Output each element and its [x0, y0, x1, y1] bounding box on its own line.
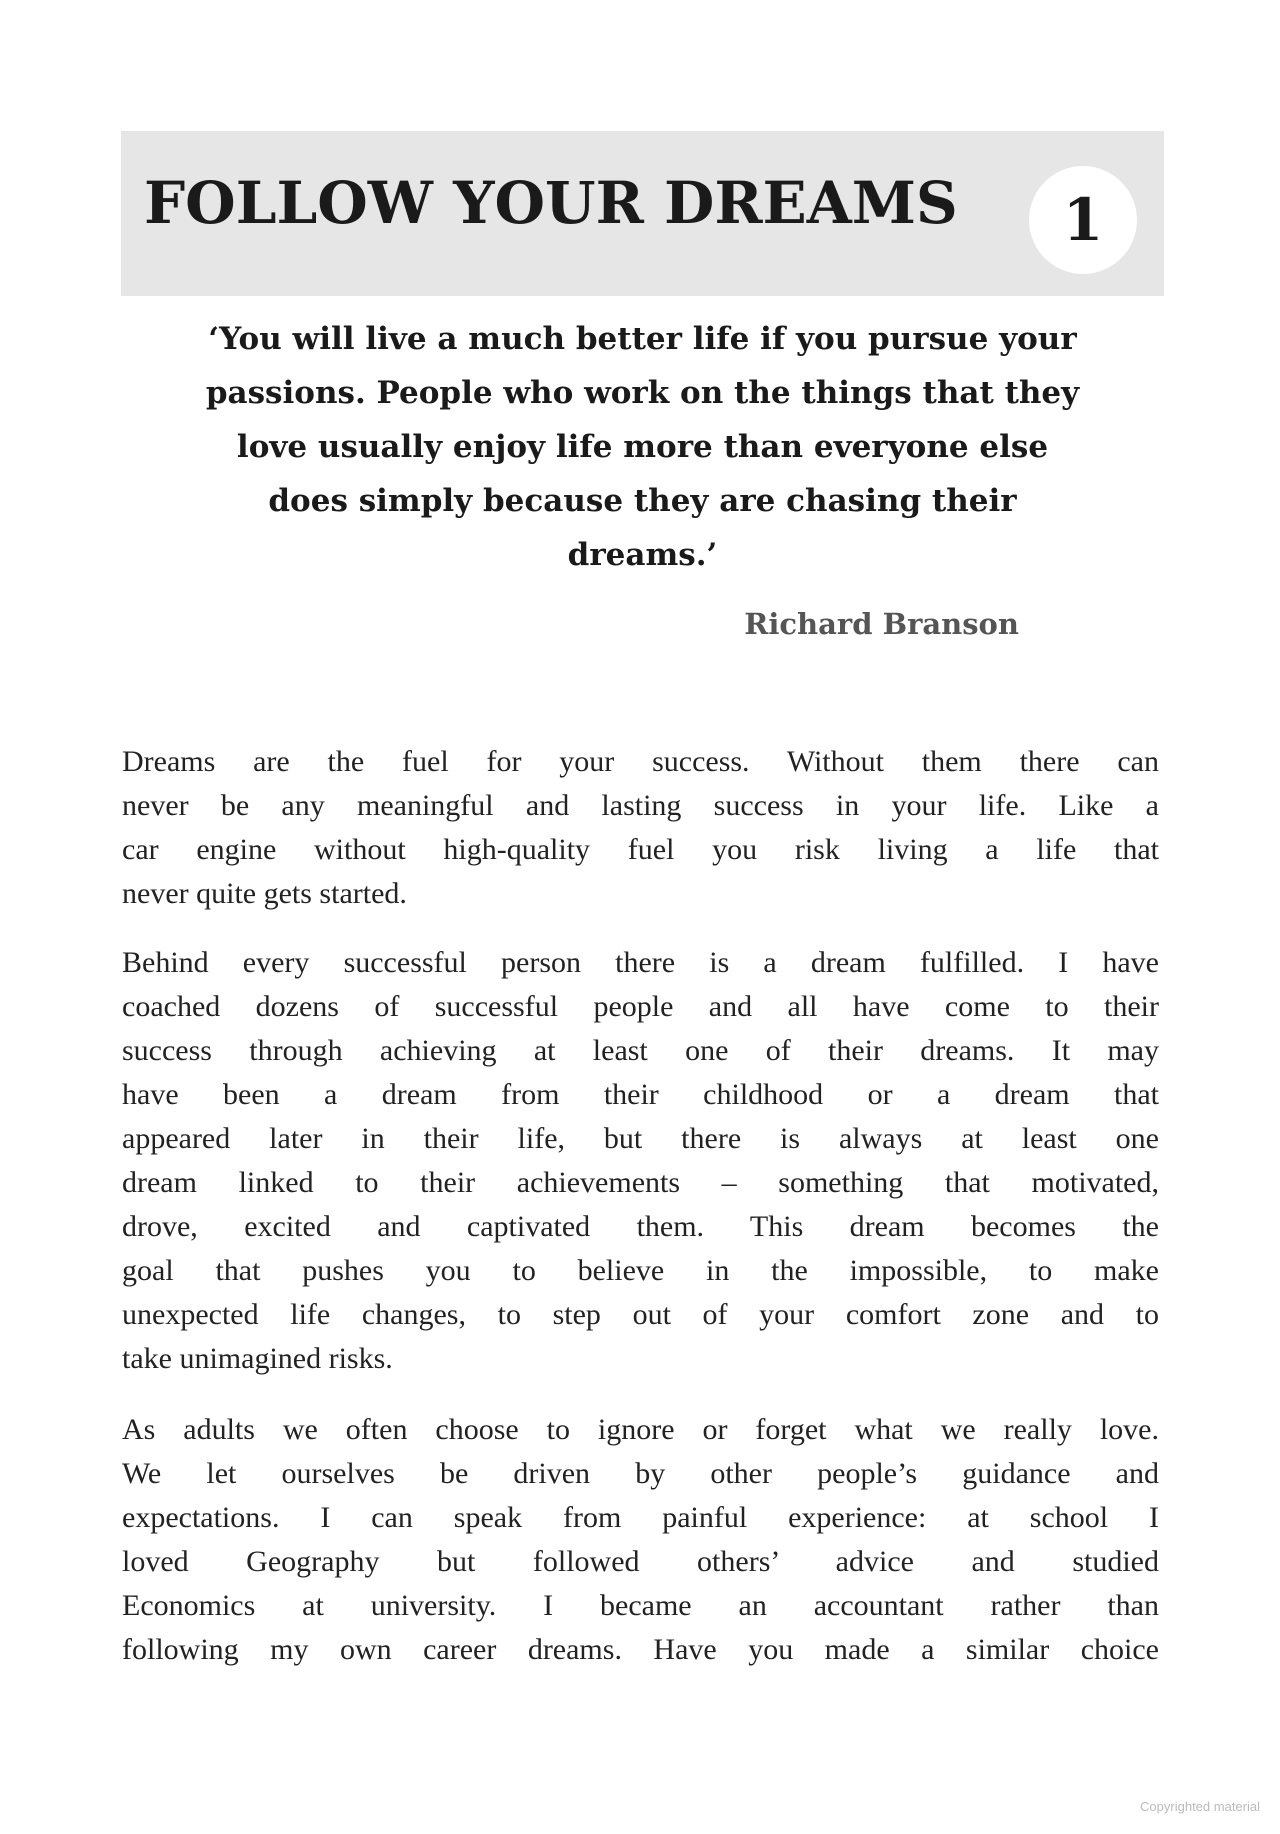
- quote-line: love usually enjoy life more than everyone else: [236, 429, 1049, 465]
- text-line: have been a dream from their childhood or a dream that: [122, 1078, 1159, 1111]
- text-line: appeared later in their life, but there is always at least one: [122, 1122, 1159, 1155]
- quote-line: passions. People who work on the things that they: [205, 375, 1080, 411]
- copyright-notice: Copyrighted material: [1140, 1799, 1260, 1814]
- epigraph-quote: [121, 312, 1164, 582]
- chapter-title: FOLLOW YOUR DREAMS: [144, 169, 958, 237]
- quote-line: does simply because they are chasing their: [268, 483, 1017, 519]
- paragraph-3: [122, 1408, 1159, 1672]
- paragraph-2: [122, 941, 1159, 1381]
- text-line: Behind every successful person there is a dream fulfilled. I have: [122, 946, 1159, 979]
- text-line: We let ourselves be driven by other people’s guidance and: [122, 1457, 1159, 1490]
- text-line: car engine without high-quality fuel you risk living a life that: [122, 833, 1159, 866]
- text-line: goal that pushes you to believe in the impossible, to make: [122, 1254, 1159, 1287]
- text-line: unexpected life changes, to step out of your comfort zone and to: [122, 1298, 1159, 1331]
- quote-author: Richard Branson: [744, 607, 1019, 641]
- text-line: loved Geography but followed others’ advice and studied: [122, 1545, 1159, 1578]
- text-line: success through achieving at least one of their dreams. It may: [122, 1034, 1159, 1067]
- text-line: following my own career dreams. Have you made a similar choice: [122, 1633, 1159, 1666]
- text-line: Economics at university. I became an accountant rather than: [122, 1589, 1159, 1622]
- text-line: Dreams are the fuel for your success. Without them there can: [122, 745, 1159, 778]
- paragraph-1: [122, 740, 1159, 916]
- chapter-header: [121, 131, 1164, 296]
- text-line: As adults we often choose to ignore or forget what we really love.: [122, 1413, 1159, 1446]
- quote-line: ‘You will live a much better life if you pursue your: [208, 321, 1077, 357]
- text-line: never be any meaningful and lasting success in your life. Like a: [122, 789, 1159, 822]
- text-line: dream linked to their achievements – something that motivated,: [122, 1166, 1159, 1199]
- text-line: drove, excited and captivated them. This dream becomes the: [122, 1210, 1159, 1243]
- text-line: coached dozens of successful people and all have come to their: [122, 990, 1159, 1023]
- chapter-number: 1: [1029, 166, 1137, 274]
- text-line: never quite gets started.: [122, 877, 407, 910]
- text-line: expectations. I can speak from painful experience: at school I: [122, 1501, 1159, 1534]
- quote-line: dreams.’: [567, 537, 718, 573]
- text-line: take unimagined risks.: [122, 1342, 393, 1375]
